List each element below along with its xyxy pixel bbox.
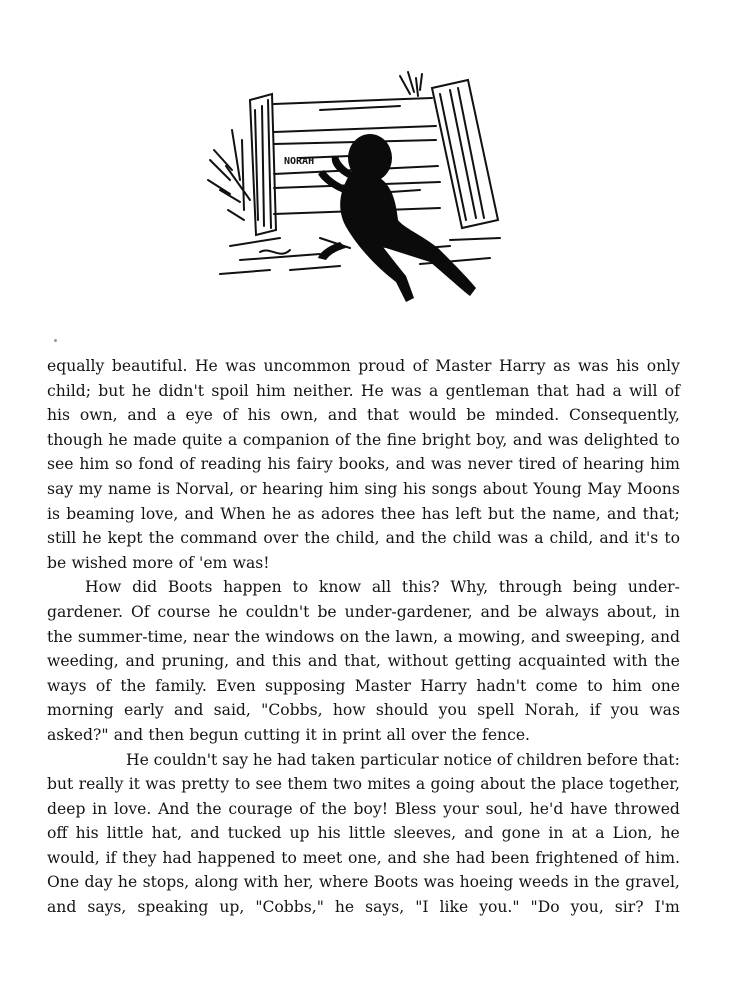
boy-at-fence-drawing bbox=[200, 70, 510, 320]
text-line: the summer-time, near the windows on the lawn, a mowing, and sweeping, and bbox=[47, 627, 680, 646]
page-speck bbox=[54, 339, 57, 342]
body-text bbox=[47, 354, 680, 920]
text-line: One day he stops, along with her, where Boots was hoeing weeds in the gravel, bbox=[47, 873, 680, 892]
text-line: weeding, and pruning, and this and that, without getting acquainted with the bbox=[47, 652, 680, 671]
text-line: though he made quite a companion of the fine bright boy, and was delighted to bbox=[47, 430, 680, 449]
silhouette-illustration bbox=[200, 70, 510, 320]
text-line: but really it was pretty to see them two mites a going about the place together, bbox=[47, 775, 680, 794]
text-line: child; but he didn't spoil him neither. He was a gentleman that had a will of bbox=[47, 381, 680, 400]
text-line: still he kept the command over the child, and the child was a child, and it's to bbox=[47, 529, 680, 548]
text-line: be wished more of 'em was! bbox=[47, 553, 270, 572]
text-line: How did Boots happen to know all this? Why, through being under- bbox=[85, 578, 680, 597]
text-line: say my name is Norval, or hearing him sing his songs about Young May Moons bbox=[47, 479, 680, 498]
text-line: gardener. Of course he couldn't be under-gardener, and be always about, in bbox=[47, 602, 680, 621]
text-line: He couldn't say he had taken particular notice of children before that: bbox=[126, 750, 680, 769]
text-line: equally beautiful. He was uncommon proud of Master Harry as was his only bbox=[47, 357, 680, 375]
text-line: asked?" and then begun cutting it in print all over the fence. bbox=[47, 725, 531, 744]
text-line: see him so fond of reading his fairy books, and was never tired of hearing him bbox=[47, 455, 680, 474]
text-line: morning early and said, "Cobbs, how should you spell Norah, if you was bbox=[47, 701, 680, 720]
text-line: would, if they had happened to meet one, and she had been frightened of him. bbox=[47, 848, 680, 867]
text-line: and says, speaking up, "Cobbs," he says, "I like you." "Do you, sir? I'm bbox=[47, 898, 680, 917]
fence-sign-text: NORAH bbox=[284, 156, 315, 167]
text-line: his own, and a eye of his own, and that would be minded. Consequently, bbox=[47, 406, 680, 425]
text-line: is beaming love, and When he as adores thee has left but the name, and that; bbox=[47, 504, 680, 523]
text-line: deep in love. And the courage of the boy! Bless your soul, he'd have throwed bbox=[47, 799, 680, 818]
text-line: off his little hat, and tucked up his little sleeves, and gone in at a Lion, he bbox=[47, 824, 680, 843]
text-line: ways of the family. Even supposing Master Harry hadn't come to him one bbox=[47, 676, 680, 695]
